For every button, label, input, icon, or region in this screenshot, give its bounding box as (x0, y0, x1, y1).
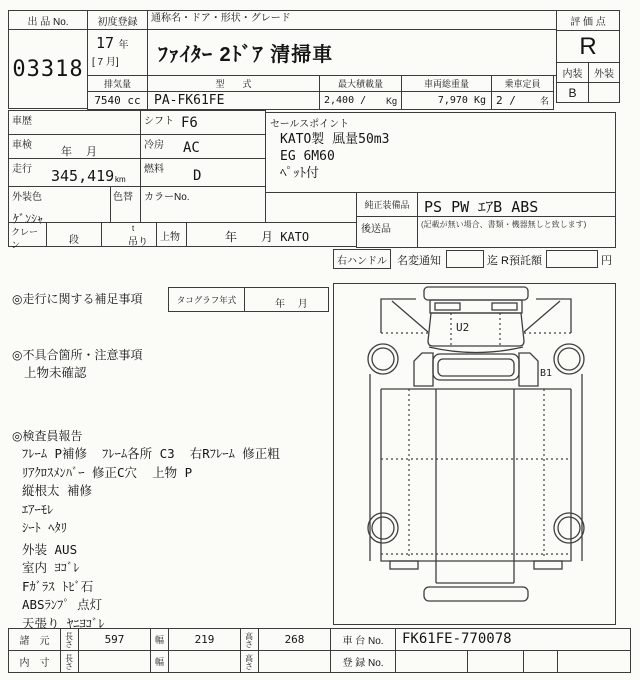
width-value: 219 (168, 628, 241, 651)
seating-capacity-header: 乗車定員 (491, 75, 554, 92)
oem-equipment-value: PS PW ｴｱB ABS (417, 192, 616, 217)
inner-dims-row-label: 内 寸 (8, 650, 61, 673)
sales-point-line: KATO製 風量50m3 (280, 132, 390, 147)
fuel-label: 燃料 (144, 164, 164, 175)
interior-grade-header: 内装 (556, 62, 589, 83)
body-equipment-label: 上物 (160, 232, 180, 243)
dimensions-row-label: 諸 元 (8, 628, 61, 651)
later-items-note: (記載が無い場合、書類・機器無しと致します) (421, 220, 587, 229)
defect-line: 上物未確認 (24, 366, 87, 380)
crane-label: クレーン (11, 227, 39, 250)
mirrors (392, 301, 560, 332)
fuel-cell (140, 158, 266, 187)
shift-label: シフト (144, 116, 174, 127)
report-line: 天張り ﾔﾆﾖｺﾞﾚ (22, 615, 105, 631)
mileage-unit: km (115, 175, 126, 184)
later-items-value-cell (417, 216, 616, 248)
inspector-report-lines (22, 444, 334, 632)
crane-cell (8, 222, 47, 250)
tachograph-value-cell (244, 287, 329, 312)
exterior-color-cell (8, 186, 111, 226)
color-no-label: カラーNo. (144, 192, 190, 203)
later-items-cell (356, 216, 418, 248)
color-change-cell (110, 186, 141, 223)
mileage-cell (8, 158, 141, 187)
lot-no-value: 03318 (8, 29, 88, 109)
inspector-report-heading: ◎検査員報告 (12, 429, 83, 443)
max-load-number: 2,400 / (324, 95, 367, 106)
report-line: Fｶﾞﾗｽ ﾄﾋﾞ石 (22, 578, 94, 594)
body-equipment-label-cell (156, 222, 187, 247)
defects-heading: ◎不具合箇所・注意事項 (12, 348, 143, 362)
interior-grade-value: B (556, 82, 589, 103)
lot-no-header: 出 品 No. (8, 10, 88, 30)
crane-lift-t: t (132, 224, 135, 233)
sales-point-label: セールスポイント (270, 119, 350, 130)
chassis-no-label: 車 台 No. (330, 628, 396, 651)
registration-no-cell (557, 650, 631, 673)
gross-weight-value: 7,970 Kg (401, 91, 492, 110)
oem-equipment-label: 純正装備品 (356, 192, 418, 217)
length-value: 597 (78, 628, 151, 651)
first-reg-year: 17 (96, 34, 115, 52)
report-line: 縦根太 補修 (22, 483, 93, 498)
displacement-header: 排気量 (87, 75, 148, 92)
vehicle-name-header: 通称名・ドア・形状・グレード (147, 10, 557, 30)
crane-lift-cell (101, 222, 157, 247)
front-left-wheel (368, 344, 398, 374)
displacement-value: 7540 cc (87, 91, 148, 110)
windshield (429, 347, 523, 380)
report-line: 室内 ﾖｺﾞﾚ (22, 560, 80, 575)
ac-value: AC (183, 140, 200, 156)
sales-point-box (265, 112, 616, 193)
later-items-label: 後送品 (361, 224, 391, 235)
report-line: ｴｱｰﾓﾚ (22, 501, 54, 517)
vehicle-name: ﾌｧｲﾀｰ 2ﾄﾞｱ 清掃車 (147, 29, 557, 76)
crane-stage-label: 段 (69, 235, 79, 246)
body-equipment-value: 年 月 KATO (225, 230, 310, 244)
model-code-header: 型 式 (147, 75, 320, 92)
crane-stage-cell (46, 222, 102, 247)
tachograph-label: タコグラフ年式 (168, 287, 245, 312)
r-deposit-label: 迄 R預託額 (487, 255, 542, 267)
capacity-unit: 名 (539, 96, 549, 106)
inner-height-label: 高さ (240, 650, 259, 673)
cab-front (424, 287, 528, 313)
first-reg-year-unit: 年 (118, 40, 129, 51)
exterior-grade-header: 外装 (588, 62, 620, 83)
inner-length-label: 長さ (60, 650, 79, 673)
exterior-color-label: 外装色 (12, 192, 42, 203)
registration-no-cell (467, 650, 524, 673)
inspection-cell (8, 134, 141, 159)
height-label: 高さ (240, 628, 259, 651)
crane-lift-label: 吊り (128, 237, 148, 248)
exterior-grade-value (588, 82, 620, 103)
inner-height-value (258, 650, 331, 673)
name-change-label: 名変通知 (397, 255, 441, 267)
history-cell (8, 110, 141, 135)
exterior-color-value: ｹﾞﾝｼｬ (13, 212, 44, 226)
ac-label: 冷房 (144, 140, 164, 151)
damage-code-u2: U2 (456, 321, 470, 334)
tachograph-value: 年 月 (275, 299, 308, 310)
grade-score: R (556, 30, 620, 63)
report-line: ﾌﾚｰﾑ P補修 ﾌﾚｰﾑ各所 C3 右Rﾌﾚｰﾑ 修正粗 (22, 446, 280, 461)
cab-roof (428, 313, 524, 346)
width-label: 幅 (150, 628, 169, 651)
grade-header: 評 価 点 (556, 10, 620, 31)
history-label: 車歴 (12, 116, 32, 127)
body-equipment-value-cell (186, 222, 357, 247)
gross-weight-header: 車両総重量 (401, 75, 492, 92)
shift-cell (140, 110, 266, 135)
max-load-header: 最大積載量 (319, 75, 402, 92)
damage-code-b1: B1 (540, 368, 553, 379)
rhd-badge: 右ハンドル (333, 249, 391, 269)
registration-no-cell (395, 650, 468, 673)
name-change-input (446, 250, 484, 268)
yen-label: 円 (601, 255, 612, 267)
inspection-value: 年 月 (61, 146, 98, 158)
sales-point-line: ﾍﾟｯﾄ付 (280, 166, 320, 181)
mileage-value: 345,419 (51, 167, 115, 185)
front-right-wheel (554, 344, 584, 374)
inspection-label: 車検 (12, 140, 32, 151)
report-line: ｼｰﾄ ﾍﾀﾘ (22, 520, 68, 535)
registration-no-label: 登 録 No. (330, 650, 396, 673)
rear-end (390, 561, 562, 601)
color-no-cell (140, 186, 266, 223)
bed (370, 374, 582, 583)
vehicle-diagram-box (333, 283, 616, 625)
mileage-label: 走行 (12, 164, 32, 175)
height-value: 268 (258, 628, 331, 651)
doors (414, 353, 538, 386)
registration-no-cell (523, 650, 558, 673)
first-registration-header: 初度登録 (87, 10, 148, 30)
inner-length-value (78, 650, 151, 673)
chassis-no-value: FK61FE-770078 (395, 628, 631, 651)
ac-cell (140, 134, 266, 159)
color-change-label: 色替 (113, 192, 133, 203)
seating-capacity-value (491, 91, 554, 110)
report-line: ABSﾗﾝﾌﾟ 点灯 (22, 597, 103, 612)
report-line: 外装 AUS (22, 541, 78, 557)
first-registration-value (87, 29, 148, 76)
fuel-value: D (193, 168, 202, 184)
report-line: ﾘｱｸﾛｽﾒﾝﾊﾞｰ 修正C穴 上物 P (22, 464, 193, 480)
inner-width-value (168, 650, 241, 673)
mileage-note-heading: ◎走行に関する補足事項 (12, 292, 143, 306)
capacity-number: 2 / (496, 94, 516, 107)
first-reg-month: [ 7 月] (92, 57, 119, 68)
vehicle-top-view-diagram (334, 284, 615, 624)
inner-width-label: 幅 (150, 650, 169, 673)
rear-left-wheel (368, 513, 398, 543)
shift-value: F6 (181, 115, 198, 131)
sales-point-line: EG 6M60 (280, 149, 335, 164)
rear-right-wheel (554, 513, 584, 543)
model-code-value: PA-FK61FE (147, 91, 320, 110)
length-label: 長さ (60, 628, 79, 651)
max-load-value (319, 91, 402, 110)
max-load-unit: Kg (385, 95, 397, 106)
r-deposit-input (546, 250, 598, 268)
